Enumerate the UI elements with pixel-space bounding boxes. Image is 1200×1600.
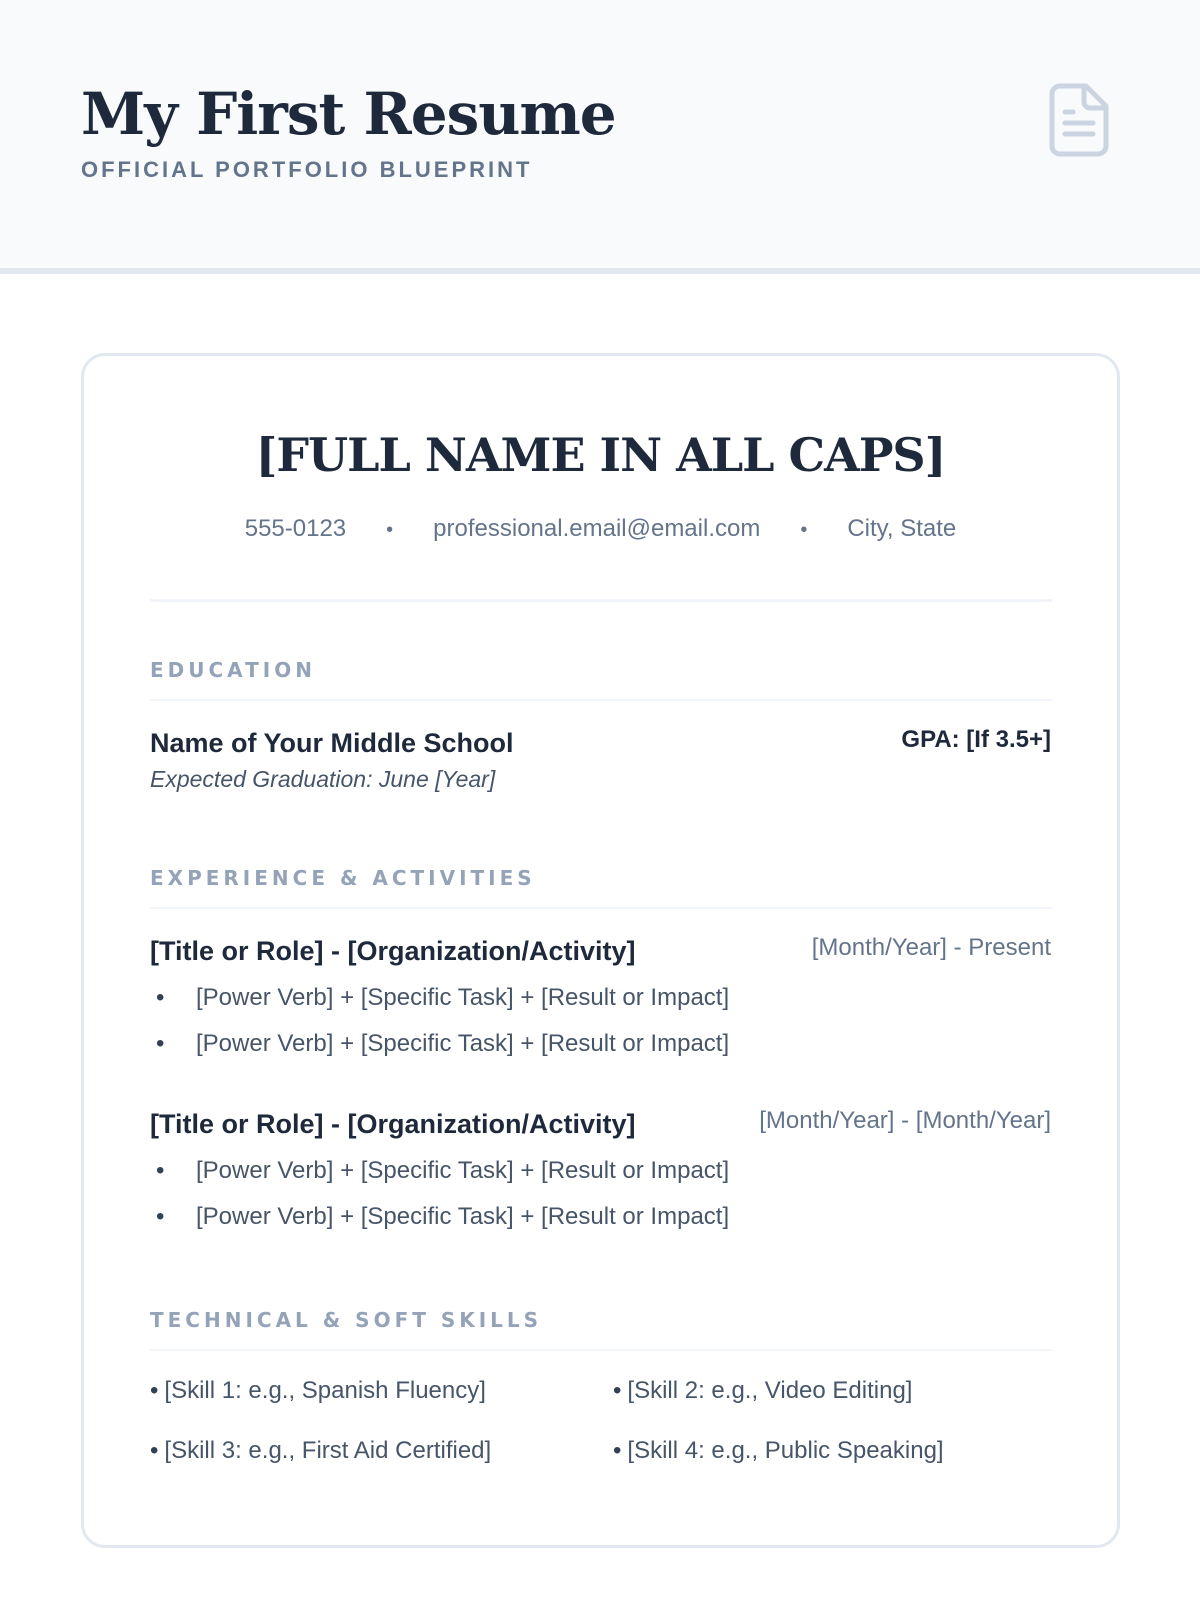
bullet-dot: • bbox=[613, 1437, 622, 1464]
contact-separator: • bbox=[800, 519, 808, 541]
page-title: My First Resume bbox=[81, 80, 616, 148]
resume-name: [FULL NAME IN ALL CAPS] bbox=[255, 428, 946, 482]
bullet-text: [Power Verb] + [Specific Task] + [Result or Impact] bbox=[196, 1203, 730, 1230]
skill-item bbox=[150, 1436, 491, 1466]
bullet-text: [Power Verb] + [Specific Task] + [Result or Impact] bbox=[196, 1157, 730, 1184]
graduation-date: Expected Graduation: June [Year] bbox=[150, 766, 496, 792]
section-divider bbox=[150, 907, 1052, 909]
experience-bullet bbox=[150, 1029, 729, 1059]
contact-separator: • bbox=[386, 519, 394, 541]
page-subtitle: OFFICIAL PORTFOLIO BLUEPRINT bbox=[81, 157, 533, 182]
contact-phone: 555-0123 bbox=[244, 515, 347, 542]
bullet-dot: • bbox=[156, 1030, 165, 1057]
bullet-text: [Power Verb] + [Specific Task] + [Result or Impact] bbox=[196, 1030, 730, 1057]
bullet-dot: • bbox=[613, 1377, 622, 1404]
skill-text: [Skill 4: e.g., Public Speaking] bbox=[627, 1437, 944, 1464]
page-header bbox=[0, 0, 1200, 274]
gpa: GPA: [If 3.5+] bbox=[901, 726, 1051, 753]
bullet-dot: • bbox=[150, 1437, 159, 1464]
section-divider bbox=[150, 1349, 1052, 1351]
section-divider bbox=[150, 699, 1052, 701]
experience-bullet bbox=[150, 1202, 729, 1232]
skill-item bbox=[613, 1376, 912, 1406]
contact-line bbox=[84, 514, 1117, 545]
section-heading-education: EDUCATION bbox=[150, 658, 316, 682]
experience-title: [Title or Role] - [Organization/Activity] bbox=[150, 936, 636, 966]
experience-bullet bbox=[150, 983, 729, 1013]
bullet-dot: • bbox=[150, 1377, 159, 1404]
contact-email: professional.email@email.com bbox=[433, 515, 761, 542]
school-name: Name of Your Middle School bbox=[150, 728, 514, 758]
contact-location: City, State bbox=[847, 515, 957, 542]
document-icon bbox=[1048, 82, 1112, 158]
bullet-dot: • bbox=[156, 1157, 165, 1184]
contact-divider bbox=[150, 599, 1052, 602]
skill-text: [Skill 1: e.g., Spanish Fluency] bbox=[164, 1377, 486, 1404]
bullet-dot: • bbox=[156, 984, 165, 1011]
skill-item bbox=[150, 1376, 486, 1406]
experience-dates: [Month/Year] - Present bbox=[811, 934, 1051, 961]
experience-title: [Title or Role] - [Organization/Activity] bbox=[150, 1109, 636, 1139]
experience-bullet bbox=[150, 1156, 729, 1186]
skill-text: [Skill 2: e.g., Video Editing] bbox=[627, 1377, 913, 1404]
skill-item bbox=[613, 1436, 944, 1466]
section-heading-experience: EXPERIENCE & ACTIVITIES bbox=[150, 866, 536, 890]
resume-card bbox=[81, 353, 1120, 1548]
experience-dates: [Month/Year] - [Month/Year] bbox=[759, 1107, 1051, 1134]
skill-text: [Skill 3: e.g., First Aid Certified] bbox=[164, 1437, 492, 1464]
bullet-text: [Power Verb] + [Specific Task] + [Result or Impact] bbox=[196, 984, 730, 1011]
section-heading-skills: TECHNICAL & SOFT SKILLS bbox=[150, 1308, 543, 1332]
bullet-dot: • bbox=[156, 1203, 165, 1230]
